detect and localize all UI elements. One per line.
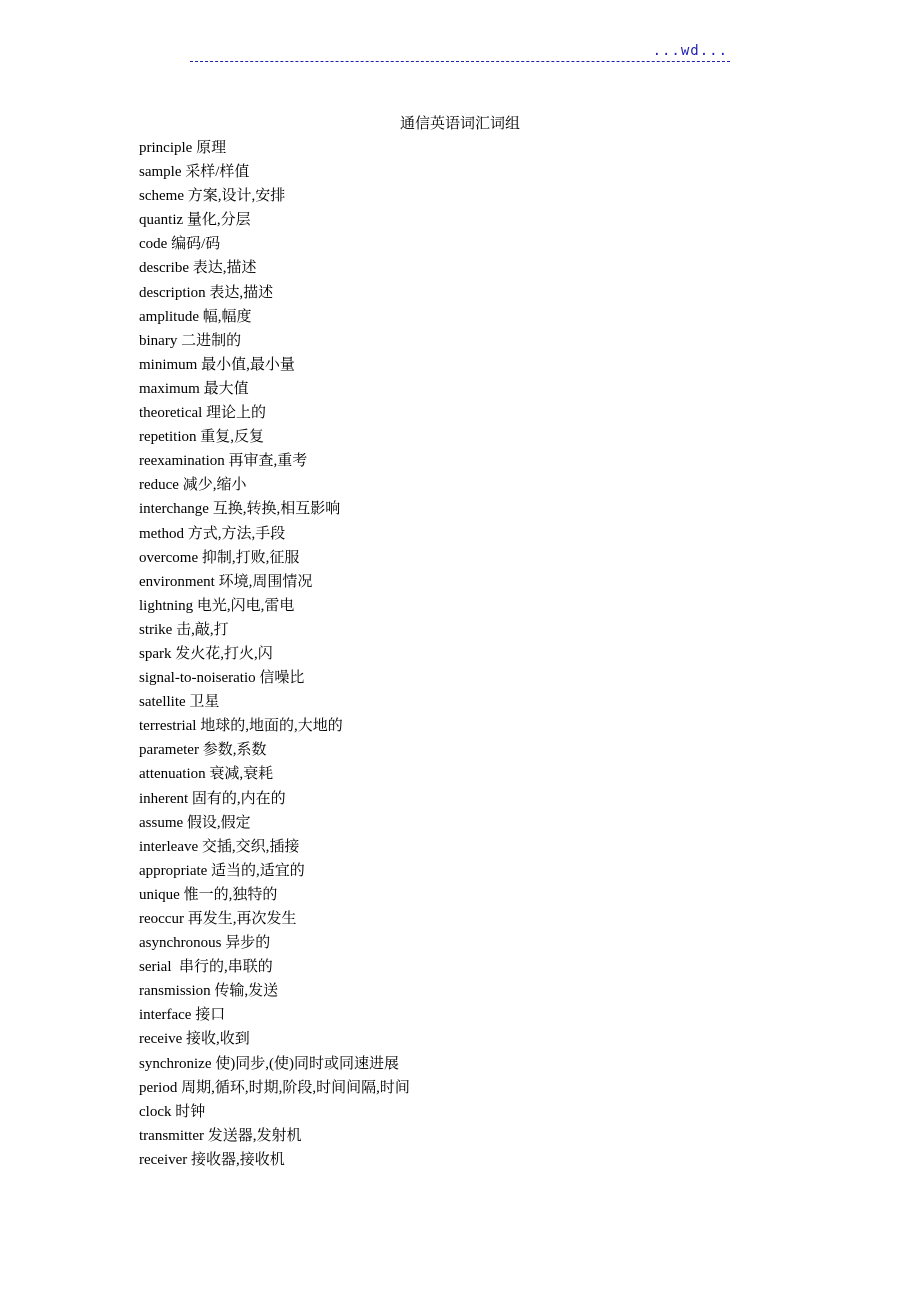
vocabulary-entry: attenuation 衰减,衰耗 bbox=[139, 766, 274, 783]
vocabulary-entry: synchronize 使)同步,(使)同时或同速进展 bbox=[139, 1055, 399, 1072]
vocabulary-entry: principle 原理 bbox=[139, 140, 227, 156]
vocabulary-entry: period 周期,循环,时期,阶段,时间间隔,时间 bbox=[139, 1079, 410, 1096]
vocabulary-list bbox=[139, 138, 410, 1174]
vocabulary-entry: environment 环境,周围情况 bbox=[139, 573, 313, 590]
vocabulary-entry: quantiz 量化,分层 bbox=[139, 212, 251, 229]
vocabulary-entry: maximum 最大值 bbox=[139, 380, 249, 397]
vocabulary-entry: describe 表达,描述 bbox=[139, 260, 257, 277]
vocabulary-entry: clock 时钟 bbox=[139, 1103, 206, 1120]
vocabulary-entry: satellite 卫星 bbox=[139, 694, 220, 711]
vocabulary-entry: overcome 抑制,打败,征服 bbox=[139, 549, 300, 566]
page-header bbox=[190, 40, 730, 62]
vocabulary-entry: method 方式,方法,手段 bbox=[139, 525, 286, 542]
vocabulary-entry: reduce 减少,缩小 bbox=[139, 477, 247, 494]
vocabulary-entry: inherent 固有的,内在的 bbox=[139, 790, 286, 807]
vocabulary-entry: reexamination 再审查,重考 bbox=[139, 453, 308, 470]
vocabulary-entry: scheme 方案,设计,安排 bbox=[139, 188, 286, 205]
vocabulary-entry: amplitude 幅,幅度 bbox=[139, 308, 252, 325]
header-text: ...wd... bbox=[652, 43, 728, 59]
vocabulary-entry: interface 接口 bbox=[139, 1007, 226, 1024]
vocabulary-entry: code 编码/码 bbox=[139, 236, 221, 253]
vocabulary-entry: theoretical 理论上的 bbox=[139, 405, 267, 422]
vocabulary-entry: sample 采样/样值 bbox=[139, 164, 250, 181]
vocabulary-entry: terrestrial 地球的,地面的,大地的 bbox=[139, 718, 343, 735]
vocabulary-entry: assume 假设,假定 bbox=[139, 814, 251, 831]
vocabulary-entry: ransmission 传输,发送 bbox=[139, 983, 279, 1000]
vocabulary-entry: minimum 最小值,最小量 bbox=[139, 356, 295, 373]
header-dashed-rule bbox=[190, 61, 730, 62]
vocabulary-entry: receiver 接收器,接收机 bbox=[139, 1151, 285, 1168]
vocabulary-entry: unique 惟一的,独特的 bbox=[139, 886, 278, 903]
vocabulary-entry: transmitter 发送器,发射机 bbox=[139, 1127, 302, 1144]
vocabulary-entry: interchange 互换,转换,相互影响 bbox=[139, 501, 341, 518]
vocabulary-entry: serial 串行的,串联的 bbox=[139, 959, 273, 976]
vocabulary-entry: strike 击,敲,打 bbox=[139, 621, 229, 638]
vocabulary-entry: spark 发火花,打火,闪 bbox=[139, 645, 273, 662]
vocabulary-entry: lightning 电光,闪电,雷电 bbox=[139, 597, 295, 614]
document-title: 通信英语词汇词组 bbox=[399, 116, 520, 132]
vocabulary-entry: parameter 参数,系数 bbox=[139, 742, 267, 759]
vocabulary-entry: interleave 交插,交织,插接 bbox=[139, 838, 300, 855]
vocabulary-entry: binary 二进制的 bbox=[139, 332, 242, 349]
vocabulary-entry: repetition 重复,反复 bbox=[139, 429, 264, 446]
vocabulary-entry: signal-to-noiseratio 信噪比 bbox=[139, 670, 305, 687]
vocabulary-entry: appropriate 适当的,适宜的 bbox=[139, 862, 305, 879]
vocabulary-entry: reoccur 再发生,再次发生 bbox=[139, 911, 297, 927]
vocabulary-entry: asynchronous 异步的 bbox=[139, 935, 271, 952]
vocabulary-entry: receive 接收,收到 bbox=[139, 1031, 250, 1048]
vocabulary-entry: description 表达,描述 bbox=[139, 284, 274, 301]
